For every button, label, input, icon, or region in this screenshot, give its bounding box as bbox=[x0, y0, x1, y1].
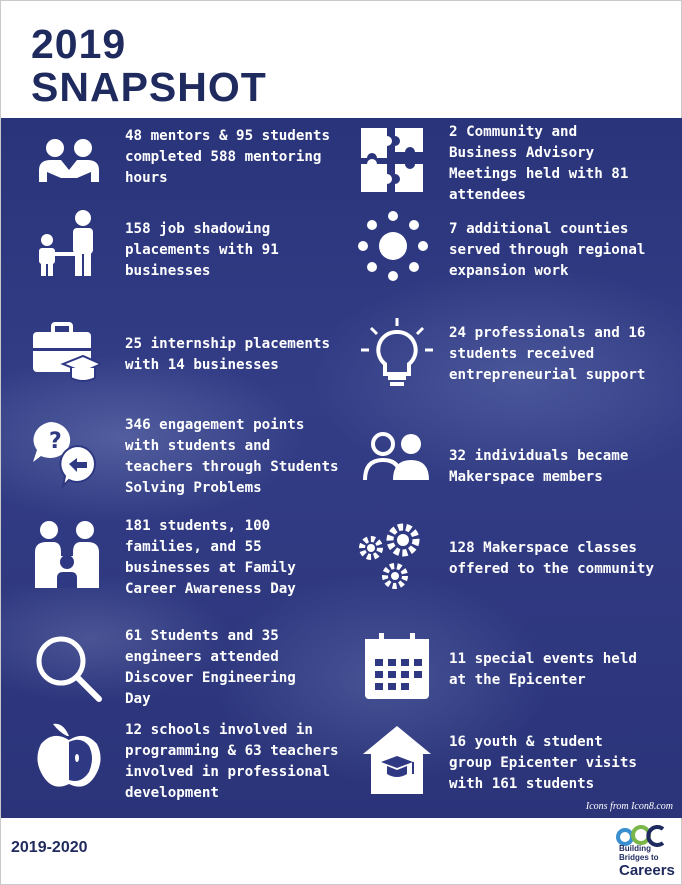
stat-counties: 7 additional counties served through regional expansion work bbox=[449, 221, 646, 279]
stat-advisory-meetings: 2 Community and Business Advisory Meetings held with 81 attendees bbox=[449, 124, 629, 203]
title-year: 2019 bbox=[31, 21, 127, 67]
icon-credit: Icons from Icon8.com bbox=[585, 801, 673, 812]
title-snapshot: SNAPSHOT bbox=[31, 64, 267, 110]
stat-schools: 12 schools involved in programming & 63 teachers involved in professional development bbox=[125, 722, 339, 801]
stat-engineering-day: 61 Students and 35 engineers attended Discover Engineering Day bbox=[125, 628, 296, 707]
stats-panel bbox=[1, 118, 682, 818]
stat-makerspace-classes: 128 Makerspace classes offered to the community bbox=[449, 540, 654, 577]
footer-year: 2019-2020 bbox=[11, 839, 88, 856]
lightbulb-icon bbox=[361, 318, 433, 390]
school-house-icon bbox=[361, 724, 433, 796]
apple-icon bbox=[33, 720, 105, 792]
logo-line2: Careers bbox=[619, 862, 675, 879]
question-reply-bubbles-icon bbox=[29, 418, 101, 490]
svg-text:?: ? bbox=[49, 429, 62, 454]
stat-family-day: 181 students, 100 families, and 55 businesses at Family Career Awareness Day bbox=[125, 518, 296, 597]
stat-makerspace-members: 32 individuals became Makerspace members bbox=[449, 448, 629, 485]
network-circle-icon bbox=[357, 210, 429, 282]
stat-special-events: 11 special events held at the Epicenter bbox=[449, 651, 637, 688]
calendar-icon bbox=[361, 631, 433, 703]
stat-engagement: 346 engagement points with students and teachers through Students Solving Problems bbox=[125, 417, 339, 496]
stat-entrepreneurial: 24 professionals and 16 students received entrepreneurial support bbox=[449, 325, 646, 383]
stat-mentoring: 48 mentors & 95 students completed 588 mentoring hours bbox=[125, 128, 330, 186]
two-people-icon bbox=[361, 420, 433, 492]
briefcase-graduation-icon bbox=[29, 318, 101, 390]
puzzle-icon bbox=[357, 124, 429, 196]
bbc-logo bbox=[611, 823, 679, 883]
stat-youth-visits: 16 youth & student group Epicenter visits with 161 students bbox=[449, 734, 637, 792]
logo-line1: Building Bridges to bbox=[619, 844, 659, 862]
job-shadowing-icon bbox=[33, 208, 105, 280]
family-icon bbox=[31, 516, 103, 588]
page-title bbox=[31, 23, 267, 109]
stat-job-shadowing: 158 job shadowing placements with 91 businesses bbox=[125, 221, 279, 279]
magnifier-icon bbox=[33, 633, 105, 705]
stat-internship: 25 internship placements with 14 businesses bbox=[125, 336, 330, 373]
mentoring-people-icon bbox=[33, 128, 105, 200]
gears-icon bbox=[359, 522, 431, 594]
